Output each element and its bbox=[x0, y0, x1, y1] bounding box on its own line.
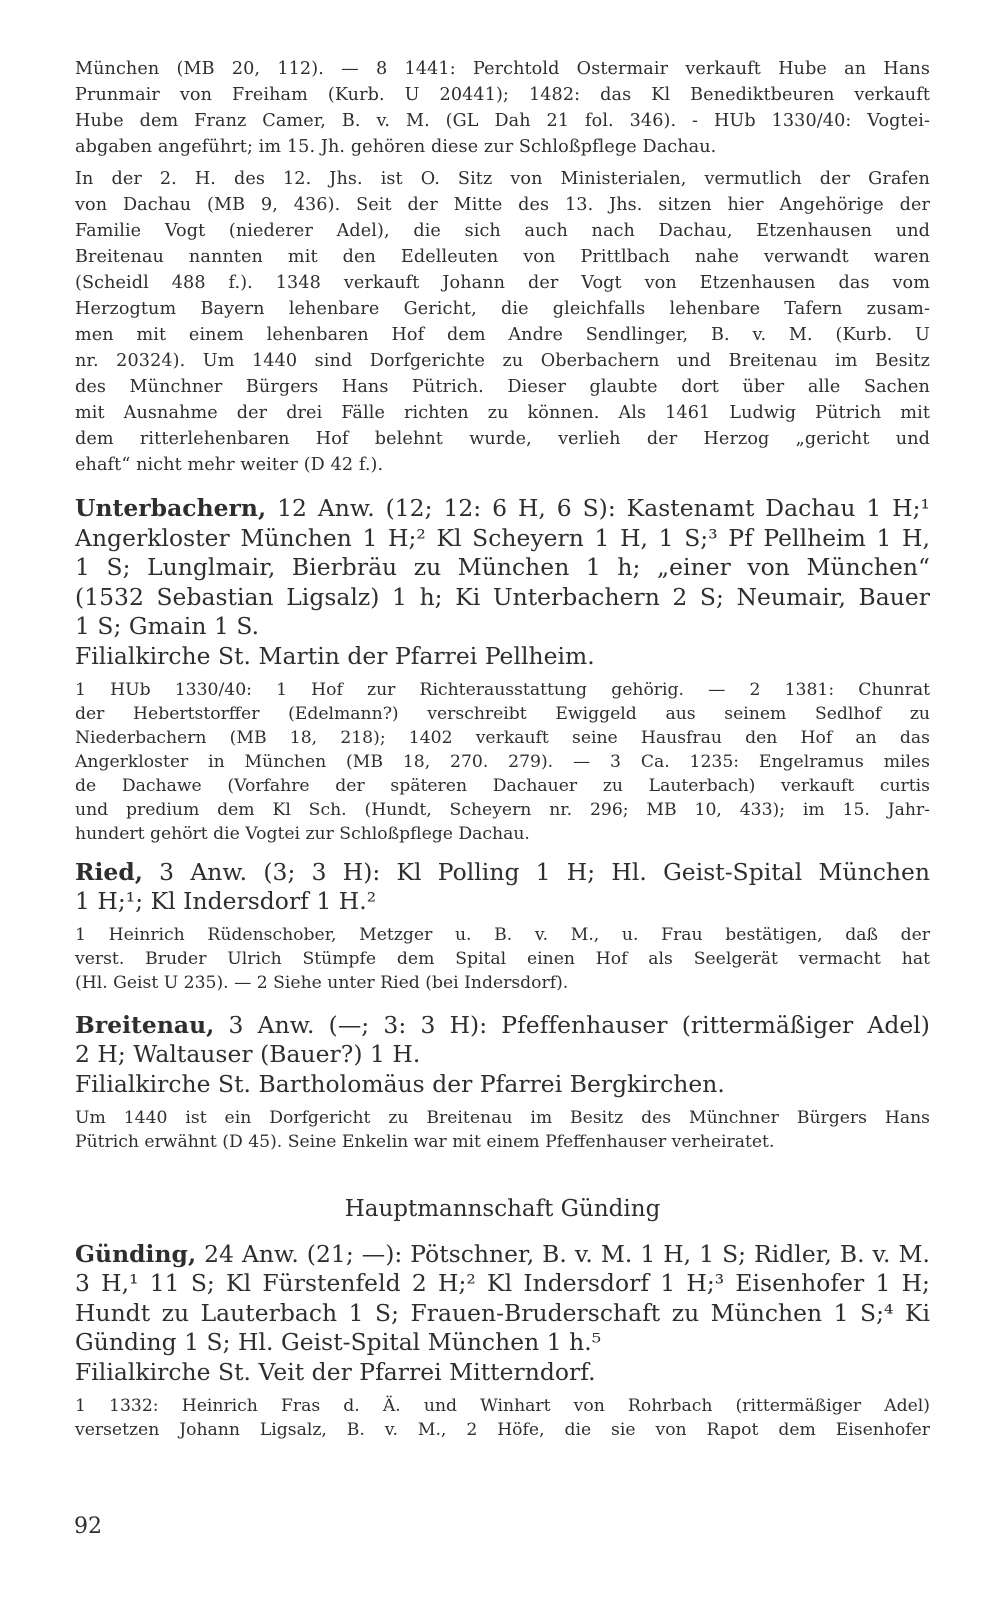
text-line: men mit einem lehenbaren Hof dem Andre Sendlinger, B. v. M. (Kurb. U bbox=[75, 325, 930, 345]
footnote-line: verst. Bruder Ulrich Stümpfe dem Spital einen Hof als Seelgerät vermacht hat bbox=[75, 948, 930, 969]
entry-line: 3 H,¹ 11 S; Kl Fürstenfeld 2 H;² Kl Indersdorf 1 H;³ Eisenhofer 1 H; bbox=[75, 1269, 930, 1298]
footnote-line: Um 1440 ist ein Dorfgericht zu Breitenau im Besitz des Münchner Bürgers Hans bbox=[75, 1107, 930, 1128]
section-title: Hauptmannschaft Günding bbox=[344, 1195, 661, 1222]
text-line: Familie Vogt (niederer Adel), die sich auch nach Dachau, Etzenhausen und bbox=[75, 221, 930, 241]
text-line: nr. 20324). Um 1440 sind Dorfgerichte zu Oberbachern und Breitenau im Besitz bbox=[75, 351, 930, 371]
text-line: von Dachau (MB 9, 436). Seit der Mitte des 13. Jhs. sitzen hier Angehörige der bbox=[75, 195, 930, 215]
footnote-line: und predium dem Kl Sch. (Hundt, Scheyern nr. 296; MB 10, 433); im 15. Jahr- bbox=[75, 799, 930, 820]
entry-heading: Günding, bbox=[75, 1239, 197, 1268]
page-number: 92 bbox=[74, 1514, 102, 1539]
entry-line: Hundt zu Lauterbach 1 S; Frauen-Bruderschaft zu München 1 S;⁴ Ki bbox=[75, 1298, 930, 1327]
footnote-line: Niederbachern (MB 18, 218); 1402 verkauft seine Hausfrau den Hof an das bbox=[75, 727, 930, 748]
entry-church: Filialkirche St. Bartholomäus der Pfarrei Bergkirchen. bbox=[75, 1069, 725, 1098]
text-line: (Scheidl 488 f.). 1348 verkauft Johann der Vogt von Etzenhausen das vom bbox=[75, 273, 930, 293]
footnote-line: der Hebertstorffer (Edelmann?) verschreibt Ewiggeld aus seinem Sedlhof zu bbox=[75, 703, 930, 724]
footnote-line: Angerkloster in München (MB 18, 270. 279). — 3 Ca. 1235: Engelramus miles bbox=[75, 751, 930, 772]
text-line: ehaft“ nicht mehr weiter (D 42 f.). bbox=[75, 455, 384, 475]
paragraph-ministerialen bbox=[75, 166, 930, 478]
entry-first-line: Ried, 3 Anw. (3; 3 H): Kl Polling 1 H; Hl. Geist-Spital München bbox=[75, 857, 930, 886]
entry-unterbachern bbox=[75, 494, 930, 846]
entry-line: (1532 Sebastian Ligsalz) 1 h; Ki Unterbachern 2 S; Neumair, Bauer bbox=[75, 582, 930, 611]
footnote-line: Pütrich erwähnt (D 45). Seine Enkelin war mit einem Pfeffenhauser verheiratet. bbox=[75, 1131, 775, 1152]
footnote-line: hundert gehört die Vogtei zur Schloßpflege Dachau. bbox=[75, 823, 530, 844]
entry-church: Filialkirche St. Veit der Pfarrei Mitterndorf. bbox=[75, 1357, 596, 1386]
text-line: Hube dem Franz Camer, B. v. M. (GL Dah 21 fol. 346). - HUb 1330/40: Vogtei- bbox=[75, 111, 930, 131]
page-body bbox=[75, 56, 930, 1442]
entry-first-line: Günding, 24 Anw. (21; —): Pötschner, B. v. M. 1 H, 1 S; Ridler, B. v. M. bbox=[75, 1239, 930, 1268]
text-line: abgaben angeführt; im 15. Jh. gehören diese zur Schloßpflege Dachau. bbox=[75, 137, 717, 157]
text-line: dem ritterlehenbaren Hof belehnt wurde, verlieh der Herzog „gericht und bbox=[75, 429, 930, 449]
text-line: Prunmair von Freiham (Kurb. U 20441); 1482: das Kl Benediktbeuren verkauft bbox=[75, 85, 930, 105]
entry-line: 2 H; Waltauser (Bauer?) 1 H. bbox=[75, 1040, 421, 1069]
entry-church: Filialkirche St. Martin der Pfarrei Pellheim. bbox=[75, 641, 595, 670]
entry-footnotes bbox=[75, 1106, 930, 1154]
entry-footnotes bbox=[75, 678, 930, 846]
entry-line: 1 H;¹; Kl Indersdorf 1 H.² bbox=[75, 887, 377, 916]
footnote-line: 1 HUb 1330/40: 1 Hof zur Richterausstattung gehörig. — 2 1381: Chunrat bbox=[75, 679, 930, 700]
entry-heading: Ried, bbox=[75, 857, 143, 886]
entry-first-line: Unterbachern, 12 Anw. (12; 12: 6 H, 6 S): Kastenamt Dachau 1 H;¹ bbox=[75, 494, 930, 522]
entry-footnotes bbox=[75, 1394, 930, 1442]
footnote-line: versetzen Johann Ligsalz, B. v. M., 2 Höfe, die sie von Rapot dem Eisenhofer bbox=[75, 1419, 930, 1440]
footnote-line: 1 1332: Heinrich Fras d. Ä. und Winhart von Rohrbach (rittermäßiger Adel) bbox=[75, 1395, 930, 1416]
text-line: Herzogtum Bayern lehenbare Gericht, die gleichfalls lehenbare Tafern zusam- bbox=[75, 299, 930, 319]
entry-heading: Unterbachern, bbox=[75, 494, 267, 522]
text-line: In der 2. H. des 12. Jhs. ist O. Sitz von Ministerialen, vermutlich der Grafen bbox=[75, 169, 930, 189]
footnote-line: (Hl. Geist U 235). — 2 Siehe unter Ried (bei Indersdorf). bbox=[75, 972, 569, 993]
entry-first-line: Breitenau, 3 Anw. (—; 3: 3 H): Pfeffenhauser (rittermäßiger Adel) bbox=[75, 1010, 930, 1039]
entry-line: Günding 1 S; Hl. Geist-Spital München 1 h.⁵ bbox=[75, 1328, 602, 1357]
entry-ried bbox=[75, 858, 930, 995]
entry-line: Angerkloster München 1 H;² Kl Scheyern 1 H, 1 S;³ Pf Pellheim 1 H, bbox=[75, 523, 930, 552]
entry-heading: Breitenau, bbox=[75, 1010, 215, 1039]
footnote-line: 1 Heinrich Rüdenschober, Metzger u. B. v. M., u. Frau bestätigen, daß der bbox=[75, 924, 930, 945]
entry-breitenau bbox=[75, 1011, 930, 1154]
text-line: des Münchner Bürgers Hans Pütrich. Dieser glaubte dort über alle Sachen bbox=[75, 377, 930, 397]
entry-line: 1 S; Gmain 1 S. bbox=[75, 612, 260, 641]
text-line: Breitenau nannten mit den Edelleuten von Prittlbach nahe verwandt waren bbox=[75, 247, 930, 267]
paragraph-hube-sales bbox=[75, 56, 930, 160]
text-line: München (MB 20, 112). — 8 1441: Perchtold Ostermair verkauft Hube an Hans bbox=[75, 59, 930, 79]
entry-line: 1 S; Lunglmair, Bierbräu zu München 1 h; „einer von München“ bbox=[75, 553, 930, 582]
entry-guending bbox=[75, 1240, 930, 1442]
footnote-line: de Dachawe (Vorfahre der späteren Dachauer zu Lauterbach) verkauft curtis bbox=[75, 775, 930, 796]
entry-footnotes bbox=[75, 923, 930, 995]
text-line: mit Ausnahme der drei Fälle richten zu können. Als 1461 Ludwig Pütrich mit bbox=[75, 403, 930, 423]
